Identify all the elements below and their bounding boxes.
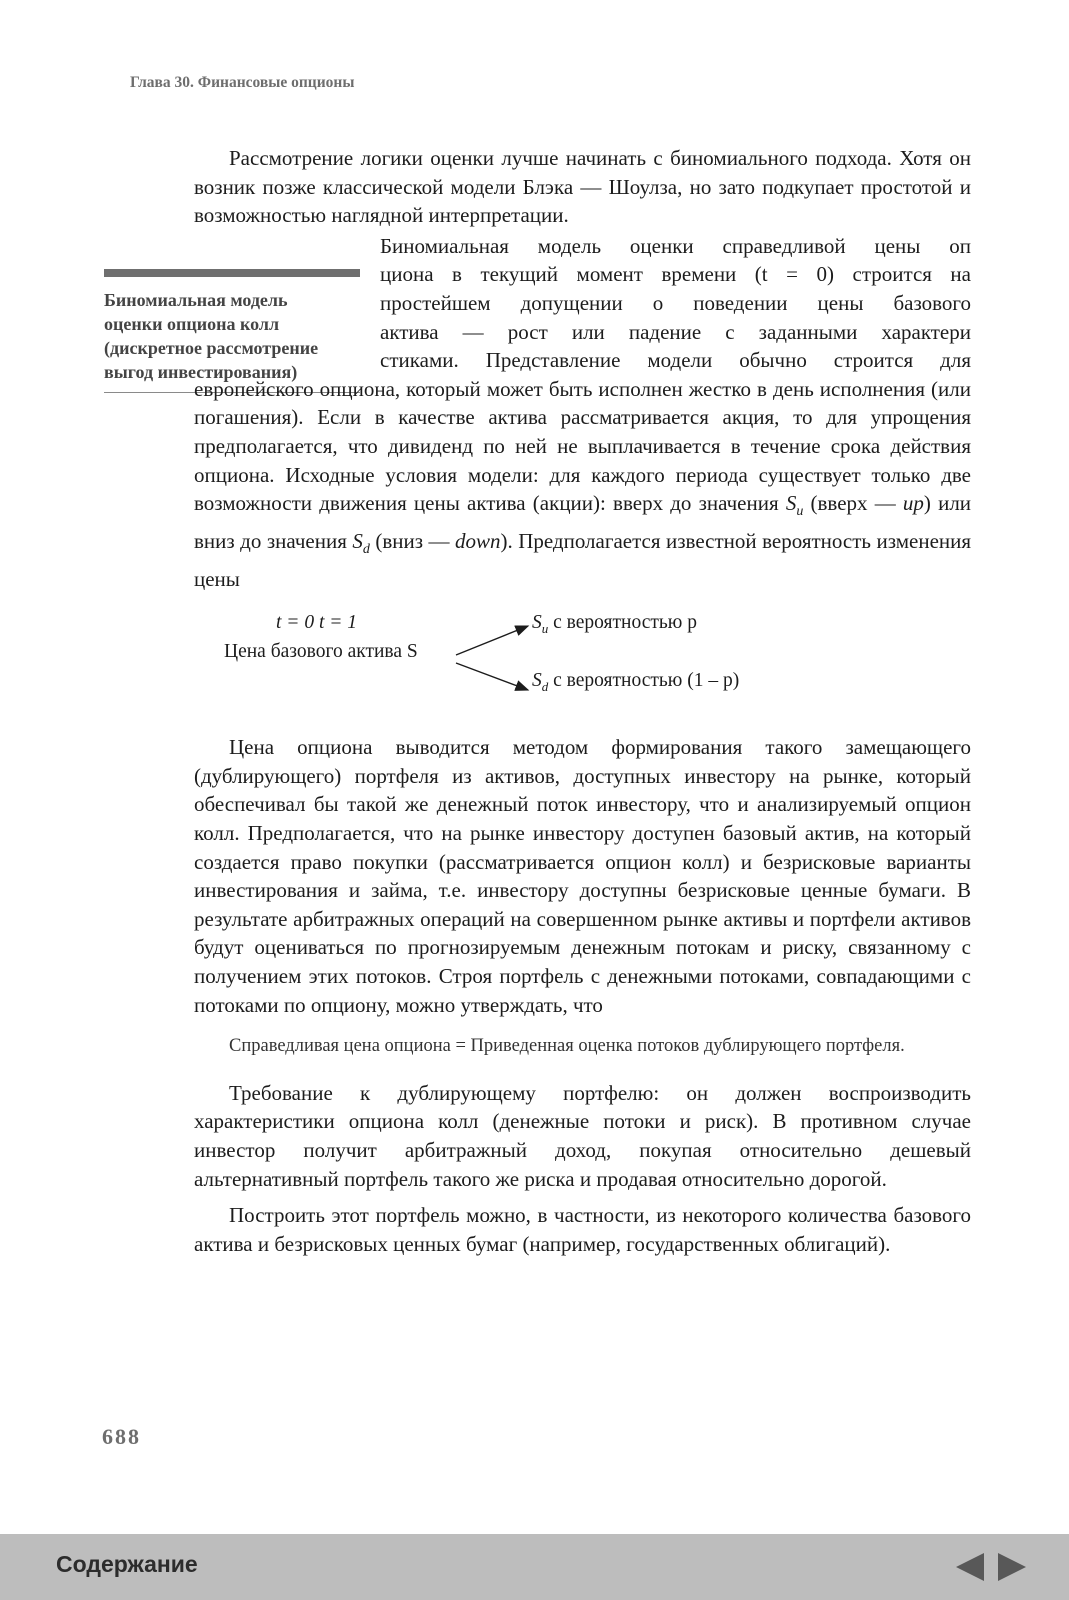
wrapped-line: циона в текущий момент времени (t = 0) строится на [380, 262, 971, 287]
asset-label: Цена базового актива S [224, 641, 418, 663]
outcome-text: с вероятностью (1 – p) [553, 670, 740, 692]
outcome-up [532, 611, 697, 641]
term-down: down [454, 528, 501, 553]
math-symbol: S [785, 491, 797, 516]
arrow-down [456, 663, 528, 690]
margin-note-line: (дискретное рассмотрение [104, 338, 319, 358]
margin-note-line: выгод инвестирования) [104, 362, 298, 382]
paragraph-text: европейского опциона, который может быть исполнен жестко в день исполнения (или погашения). Если в качестве актива рассматривается акция, то для упрощения предполагается, что дивиденд по ней не выплачивается в течение срока действия опциона. Исходные условия модели: для каждого периода существует только две возможности движения цены актива (акции): вверх до значения [194, 376, 971, 516]
paragraph-binomial-wrapped [380, 232, 971, 375]
fair-price-formula: Справедливая цена опциона = Приведенная оценка потоков дублирующего портфеля. [229, 1036, 905, 1057]
paragraph-text: ). Предполагается известной вероятность изменения цены [194, 528, 972, 591]
paragraph-binomial-continued [194, 375, 971, 594]
paragraph-text: ) или вниз до значения [194, 491, 972, 553]
page-number: 688 [102, 1424, 141, 1449]
math-subscript: u [796, 504, 804, 520]
triangle-left-icon[interactable] [952, 1550, 986, 1584]
triangle-right-icon[interactable] [996, 1550, 1030, 1584]
navigation-bar [0, 1534, 1069, 1600]
binomial-scheme [194, 611, 971, 725]
math-symbol: S [532, 612, 542, 634]
paragraph-text: (вверх — [810, 491, 896, 516]
contents-link[interactable]: Содержание [56, 1551, 198, 1577]
paragraph-replicating: Цена опциона выводится методом формирования такого замещающего (дублирующего) портфеля из активов, доступных инвестору на рынке, который обеспечивал бы такой же денежный поток инвестору, что и анализируемый опцион колл. Предполагается, что на рынке инвестору доступен базовый актив, на который создается право покупки (рассматривается опцион колл) и безрисковые варианты инвестирования и займа, т.е. инвестору доступны безрисковые ценные бумаги. В результате арбитражных операций на совершенном рынке активы и портфели активов будут оцениваться по прогнозируемым денежным потокам и риску, связанному с получением этих потоков. Строя портфель с денежными потоками, совпадающими с потоками по опциону, можно утверждать, что [194, 735, 971, 1017]
math-subscript: d [541, 679, 549, 695]
math-subscript: d [362, 542, 370, 558]
math-symbol: S [352, 528, 363, 553]
math-symbol: S [532, 670, 542, 692]
term-up: up [902, 491, 924, 516]
wrapped-line: простейшем допущении о поведении цены базового [380, 290, 971, 315]
arrow-up [456, 626, 528, 655]
margin-note-line: Биномиальная модель [104, 290, 288, 310]
outcome-down [532, 669, 739, 699]
page-body [194, 144, 971, 1258]
wrapped-line: Биномиальная модель оценки справедливой цены оп [380, 233, 971, 258]
margin-note-line: оценки опциона колл [104, 314, 280, 334]
running-head: Глава 30. Финансовые опционы [130, 74, 355, 91]
wrapped-line: стиками. Представление модели обычно строится для [380, 348, 971, 373]
outcome-text: с вероятностью p [553, 612, 697, 634]
time-label: t = 0 t = 1 [276, 612, 358, 634]
math-subscript: u [541, 621, 549, 637]
paragraph-requirement: Требование к дублирующему портфелю: он должен воспроизводить характеристики опциона колл (денежные потоки и риск). В противном случае инвестор получит арбитражный доход, покупая относительно дешевый альтернативный портфель такого же риска и продавая относительно дорогой. [194, 1080, 971, 1191]
wrapped-line: актива — рост или падение с заданными характери [380, 319, 971, 344]
paragraph-text: (вниз — [375, 528, 450, 553]
paragraph-construction: Построить этот портфель можно, в частности, из некоторого количества базового актива и безрисковых ценных бумаг (например, государственных облигаций). [194, 1203, 971, 1256]
paragraph-intro: Рассмотрение логики оценки лучше начинать с биномиального подхода. Хотя он возник позже классической модели Блэка — Шоулза, но зато подкупает простотой и возможностью наглядной интерпретации. [194, 146, 971, 228]
